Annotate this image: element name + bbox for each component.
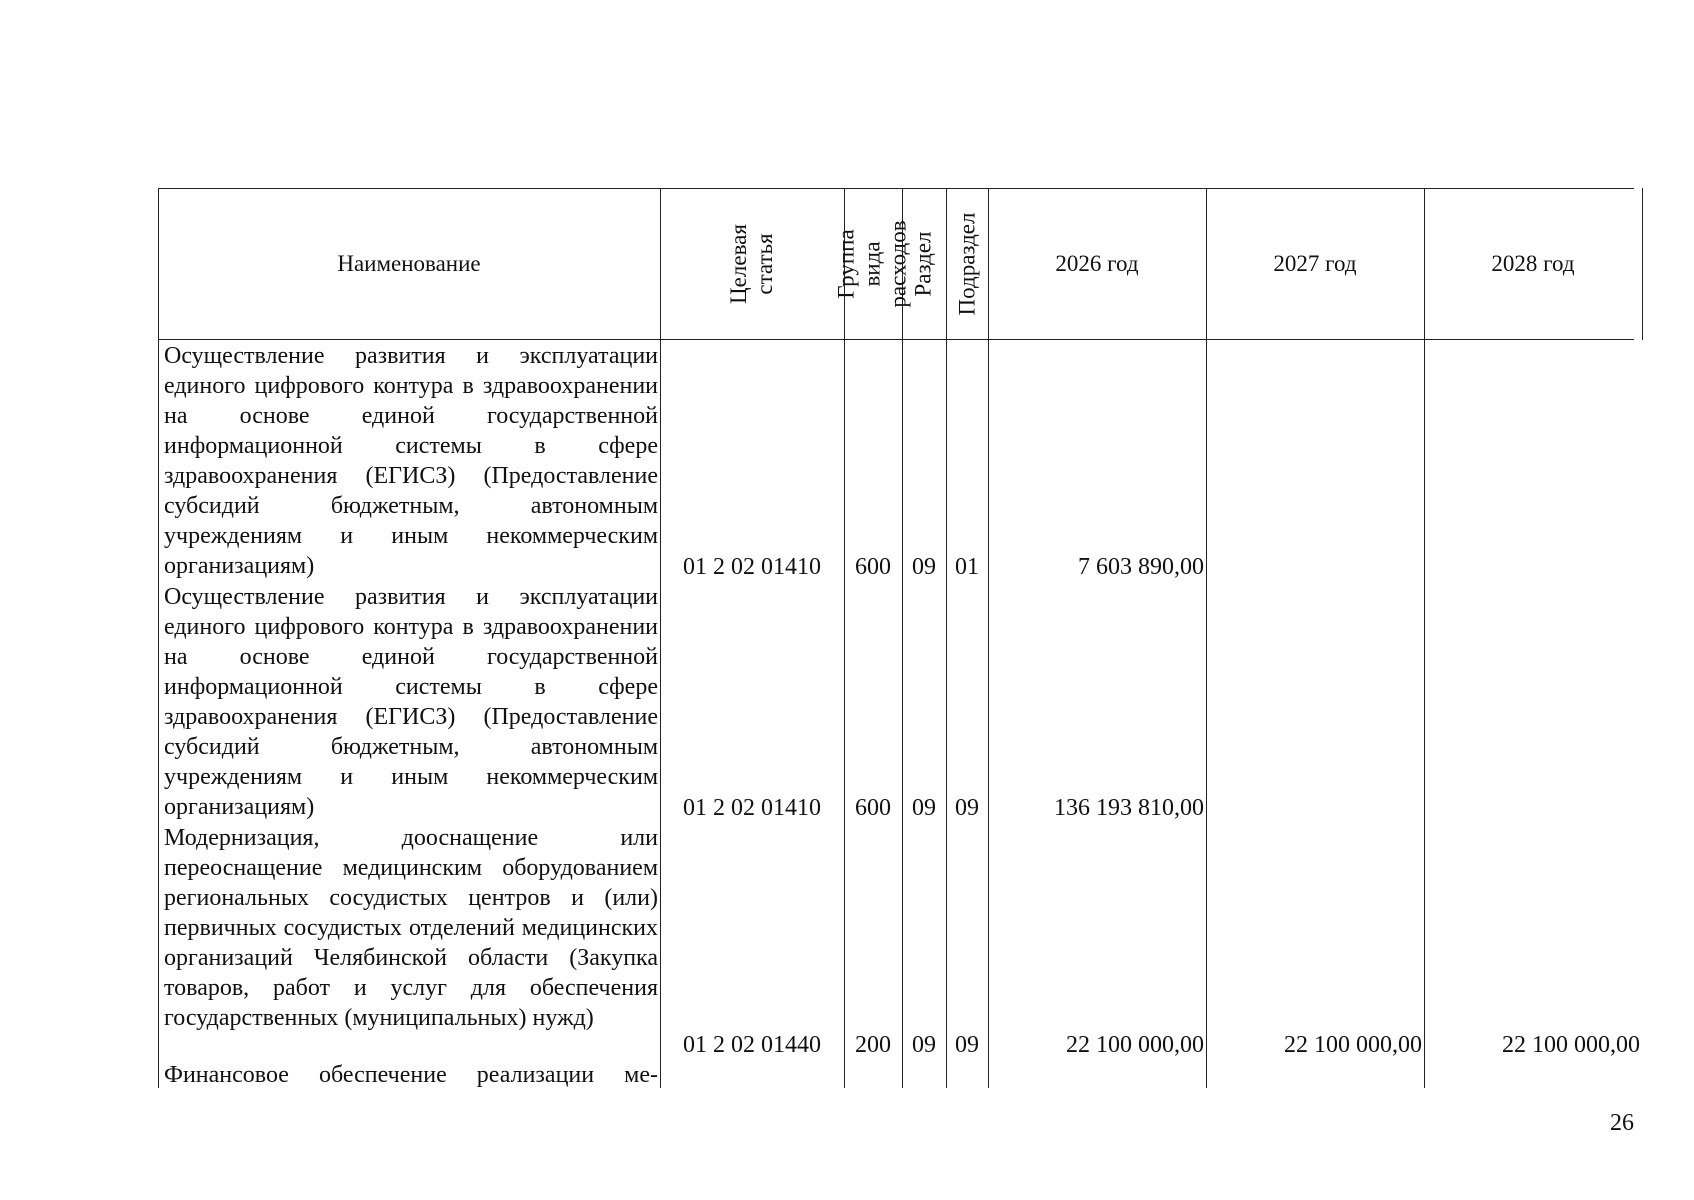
row-value-2026: 7 603 890,00: [1078, 554, 1204, 580]
row-name: Осуществление развития и эксплуатации единого цифрового контура в здравоохранении на основе единой государственной информационной системы в сфере здравоохранения (ЕГИСЗ) (Предоставление субсидий бюджетным, автономным учреждениям и иным некоммерческим организациям): [164, 343, 658, 579]
row-value-2028: 22 100 000,00: [1502, 1032, 1640, 1058]
header-year-2028: 2028 год: [1491, 250, 1575, 276]
page-number: 26: [1610, 1110, 1634, 1136]
row-value-2026: 22 100 000,00: [1066, 1032, 1204, 1058]
row-code: 01 2 02 01410: [683, 554, 821, 580]
header-subsection: Подраздел: [954, 212, 980, 315]
row-section: 09: [912, 1032, 936, 1058]
header-expense-group: Группа вида расходов: [834, 219, 912, 308]
row-subsection: 09: [955, 1032, 979, 1058]
row-section: 09: [912, 554, 936, 580]
header-name: Наименование: [337, 250, 481, 276]
row-name: Модернизация, дооснащение или переоснащение медицинским оборудованием региональных сосудистых центров и (или) первичных сосудистых отделений медицинских организаций Челябинской области (Закупка товаров, работ и услуг для обеспечения государственных (муниципальных) нужд): [164, 825, 658, 1031]
header-year-2026: 2026 год: [1055, 250, 1139, 276]
row-subsection: 09: [955, 795, 979, 821]
budget-table: [158, 188, 1640, 1088]
header-target-article: Целевая статья: [726, 223, 777, 304]
row-subsection: 01: [955, 554, 979, 580]
row-group: 200: [855, 1032, 891, 1058]
row-value-2026: 136 193 810,00: [1054, 795, 1204, 821]
header-divider: [158, 339, 1634, 340]
row-section: 09: [912, 795, 936, 821]
row-code: 01 2 02 01440: [683, 1032, 821, 1058]
row-group: 600: [855, 554, 891, 580]
row-name: Финансовое обеспечение реализации ме-: [164, 1062, 658, 1088]
row-group: 600: [855, 795, 891, 821]
row-value-2027: 22 100 000,00: [1284, 1032, 1422, 1058]
header-year-2027: 2027 год: [1273, 250, 1357, 276]
header-section: Раздел: [911, 230, 936, 297]
col-divider: [1642, 188, 1643, 340]
row-code: 01 2 02 01410: [683, 795, 821, 821]
row-name: Осуществление развития и эксплуатации единого цифрового контура в здравоохранении на основе единой государственной информационной системы в сфере здравоохранения (ЕГИСЗ) (Предоставление субсидий бюджетным, автономным учреждениям и иным некоммерческим организациям): [164, 584, 658, 820]
